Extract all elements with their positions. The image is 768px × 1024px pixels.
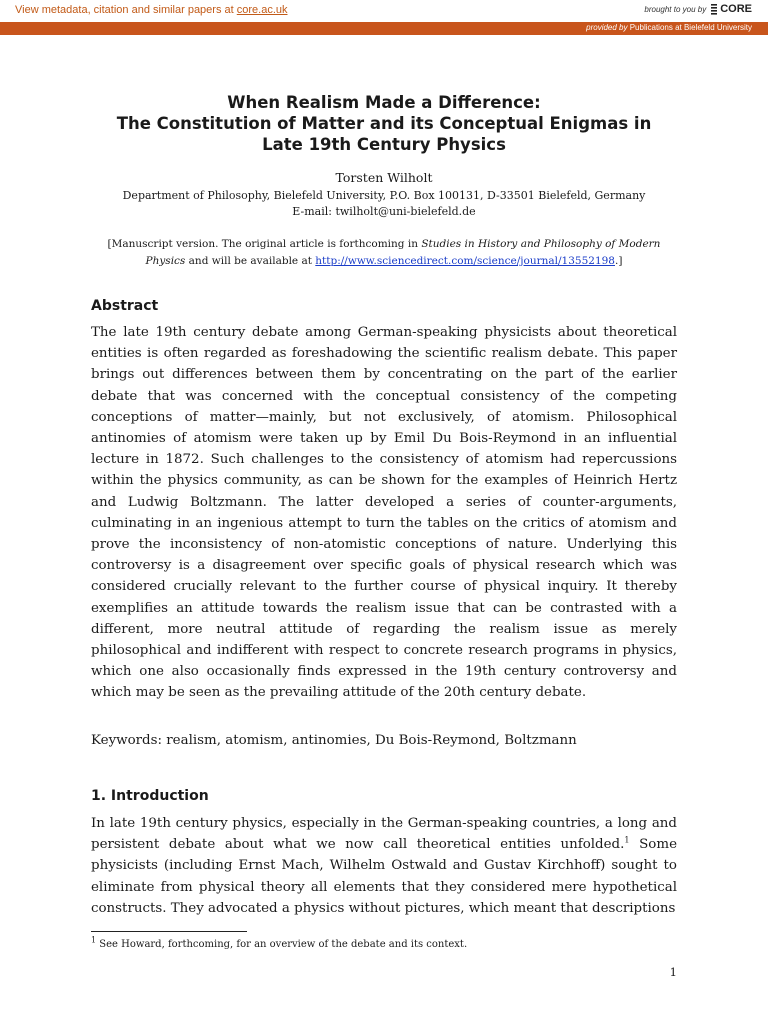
core-logo-icon — [710, 4, 718, 15]
footnote-ref[interactable]: 1 — [624, 835, 630, 845]
footnote — [91, 935, 468, 950]
title-line-1: When Realism Made a Difference: — [227, 93, 541, 112]
introduction-body — [91, 813, 677, 919]
abstract-heading: Abstract — [91, 298, 159, 314]
note-part-3: .] — [615, 255, 623, 267]
affiliation-line: Department of Philosophy, Bielefeld University, P.O. Box 100131, D-33501 Bielefeld, Germany — [122, 189, 646, 202]
provided-by-bar — [0, 22, 768, 35]
core-banner — [0, 0, 768, 23]
footnote-divider — [91, 931, 247, 932]
note-part-1: [Manuscript version. The original article is forthcoming in — [107, 238, 422, 250]
email-line: E-mail: twilholt@uni-bielefeld.de — [292, 205, 476, 218]
core-link[interactable]: core.ac.uk — [236, 4, 288, 16]
note-part-2: and will be available at — [185, 255, 316, 267]
keywords-line: Keywords: realism, atomism, antinomies, Du Bois-Reymond, Boltzmann — [91, 733, 577, 748]
journal-url-link[interactable]: http://www.sciencedirect.com/science/journal/13552198 — [315, 255, 615, 267]
provided-prefix: provided by — [586, 23, 628, 32]
manuscript-note — [92, 236, 676, 270]
author-name: Torsten Wilholt — [335, 170, 433, 185]
footnote-text: See Howard, forthcoming, for an overview of the debate and its context. — [96, 939, 468, 950]
abstract-body: The late 19th century debate among German-speaking physicists about theoretical entities is often regarded as foreshadowing the scientific realism debate. This paper brings out differences between them by concentrating on the part of the earlier debate that was concerned with the conceptual consistency of the competing conceptions of matter—mainly, but not exclusively, of atomism. Philosophical antinomies of atomism were taken up by Emil Du Bois-Reymond in an influential lecture in 1872. Such challenges to the consistency of atomism had repercussions within the physics community, as can be shown for the examples of Heinrich Hertz and Ludwig Boltzmann. The latter developed a series of counter-arguments, culminating in an ingenious attempt to turn the tables on the critics of atomism and prove the inconsistency of non-atomistic conceptions of nature. Underlying this controversy is a disagreement over specific goals of physical research which was considered crucially relevant to the further course of physical inquiry. It thereby exemplifies an attitude towards the realism issue that can be contrasted with a different, more neutral attitude of regarding the realism issue as merely philosophical and indifferent with respect to concrete research programs in physics, which one also occasionally finds expressed in the 19th century controversy and which may be seen as the prevailing attitude of the 20th century debate. — [91, 325, 677, 701]
paper-title — [60, 92, 708, 155]
intro-text-before-footnote: In late 19th century physics, especially in the German-speaking countries, a long and persistent debate about what we now call theoretical entities unfolded. — [91, 816, 677, 853]
core-logo-text: CORE — [720, 3, 752, 15]
core-metadata-link-row — [15, 4, 288, 16]
core-logo[interactable] — [710, 3, 752, 15]
footnote-marker: 1 — [91, 935, 97, 945]
provider-name: Publications at Bielefeld University — [629, 23, 752, 32]
page-number: 1 — [669, 965, 677, 979]
title-line-3: Late 19th Century Physics — [262, 135, 506, 154]
provided-by-text — [586, 23, 752, 32]
introduction-heading: 1. Introduction — [91, 788, 209, 804]
core-branding[interactable] — [644, 3, 752, 15]
note-journal: Studies in History and Philosophy of Modern Physics — [145, 238, 661, 267]
author-affiliation — [60, 188, 708, 220]
intro-text-after-footnote: Some physicists (including Ernst Mach, Wilhelm Ostwald and Gustav Kirchhoff) sought to eliminate from physical theory all elements that they considered mere hypothetical constructs. They advocated a physics without pictures, which meant that descriptions — [91, 837, 677, 916]
title-line-2: The Constitution of Matter and its Conceptual Enigmas in — [116, 114, 652, 133]
core-metadata-prefix: View metadata, citation and similar papers at — [15, 4, 234, 16]
brought-by-label: brought to you by — [644, 4, 707, 14]
